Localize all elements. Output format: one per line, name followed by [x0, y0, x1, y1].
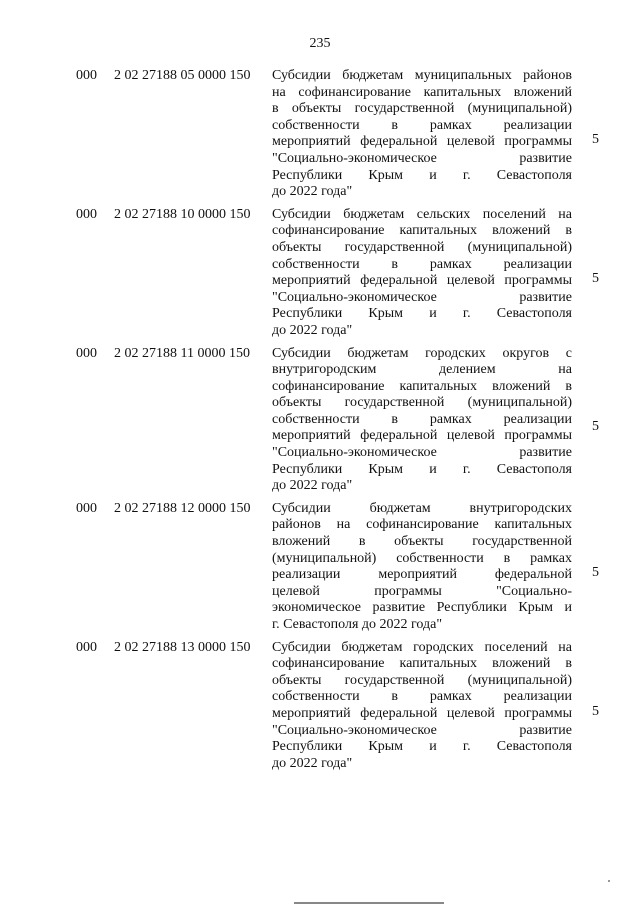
admin-code: 000 [76, 639, 97, 655]
budget-classification-code: 2 02 27188 10 0000 150 [114, 206, 251, 222]
admin-code: 000 [76, 68, 97, 83]
description-line: в объекты государственной (муниципальной) [272, 101, 572, 117]
table-row [0, 207, 640, 340]
income-description [272, 346, 572, 495]
description-line: мероприятий федеральной целевой программы [272, 134, 572, 150]
description-line: до 2022 года" [272, 184, 353, 200]
income-description [272, 68, 572, 201]
description-line: до 2022 года" [272, 755, 353, 771]
description-line: "Социально-экономическое развитие [272, 722, 572, 738]
description-line: мероприятий федеральной целевой программы [272, 428, 572, 444]
table-row [0, 346, 640, 495]
description-line: (муниципальной) собственности в рамках [272, 550, 572, 566]
income-description [272, 640, 572, 773]
description-line: собственности в рамках реализации [272, 256, 572, 272]
description-line: объекты государственной (муниципальной) [272, 672, 572, 688]
table-row [0, 68, 640, 201]
description-line: реализации мероприятий федеральной [272, 567, 572, 583]
amount-value: 5 [592, 270, 599, 286]
amount-value: 5 [592, 703, 599, 719]
description-line: объекты государственной (муниципальной) [272, 239, 572, 255]
description-line: до 2022 года" [272, 322, 353, 338]
income-description [272, 501, 572, 634]
description-line: "Социально-экономическое развитие [272, 289, 572, 305]
description-line: "Социально-экономическое развитие [272, 150, 572, 166]
description-line: Республики Крым и г. Севастополя [272, 306, 572, 322]
description-line: объекты государственной (муниципальной) [272, 395, 572, 411]
budget-classification-code: 2 02 27188 12 0000 150 [114, 500, 251, 516]
budget-classification-code: 2 02 27188 13 0000 150 [114, 639, 251, 655]
scan-artifact [608, 880, 610, 882]
description-line: мероприятий федеральной целевой программы [272, 273, 572, 289]
admin-code: 000 [76, 206, 97, 222]
description-line: Республики Крым и г. Севастополя [272, 739, 572, 755]
description-line: Субсидии бюджетам сельских поселений на [272, 206, 572, 222]
admin-code: 000 [76, 345, 97, 361]
description-line: софинансирование капитальных вложений в [272, 378, 572, 394]
description-line: Республики Крым и г. Севастополя [272, 167, 572, 183]
table-row [0, 501, 640, 634]
description-line: районов на софинансирование капитальных [272, 517, 572, 533]
description-line: до 2022 года" [272, 478, 353, 494]
table-row [0, 640, 640, 773]
description-line: софинансирование капитальных вложений в [272, 223, 572, 239]
income-description [272, 207, 572, 340]
description-line: Субсидии бюджетам внутригородских [272, 500, 572, 516]
description-line: внутригородским делением на [272, 362, 572, 378]
description-line: софинансирование капитальных вложений в [272, 656, 572, 672]
description-line: собственности в рамках реализации [272, 411, 572, 427]
amount-value: 5 [592, 418, 599, 434]
page-number: 235 [309, 36, 331, 51]
description-line: мероприятий федеральной целевой программы [272, 705, 572, 721]
description-line: Субсидии бюджетам городских поселений на [272, 639, 572, 655]
description-line: Республики Крым и г. Севастополя [272, 461, 572, 477]
description-line: собственности в рамках реализации [272, 117, 572, 133]
description-line: на софинансирование капитальных вложений [272, 84, 572, 100]
description-line: Субсидии бюджетам муниципальных районов [272, 68, 572, 83]
description-line: г. Севастополя до 2022 года" [272, 617, 443, 632]
description-line: Субсидии бюджетам городских округов с [272, 345, 572, 361]
amount-value: 5 [592, 132, 599, 147]
admin-code: 000 [76, 500, 97, 516]
description-line: вложений в объекты государственной [272, 534, 572, 550]
description-line: "Социально-экономическое развитие [272, 445, 572, 461]
description-line: собственности в рамках реализации [272, 689, 572, 705]
budget-table [0, 68, 640, 778]
scan-artifact [294, 902, 444, 904]
description-line: экономическое развитие Республики Крым и [272, 600, 572, 616]
budget-classification-code: 2 02 27188 11 0000 150 [114, 345, 250, 361]
amount-value: 5 [592, 564, 599, 580]
budget-classification-code: 2 02 27188 05 0000 150 [114, 68, 251, 83]
description-line: целевой программы "Социально- [272, 583, 572, 599]
